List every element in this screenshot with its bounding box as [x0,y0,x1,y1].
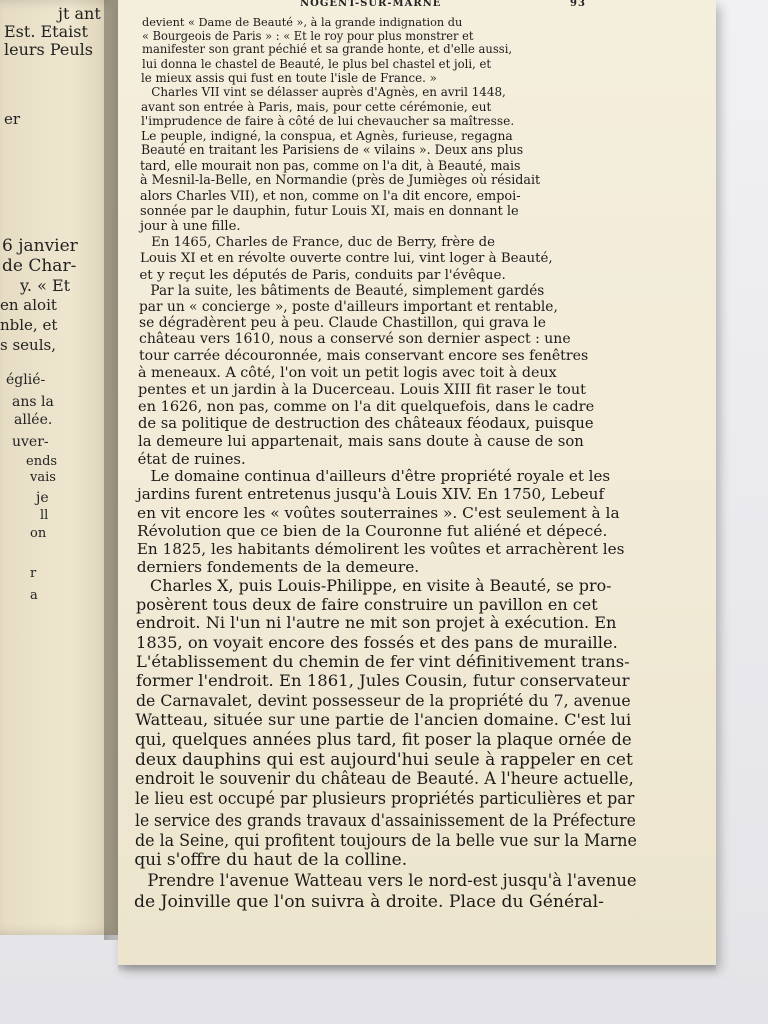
body-text [134,15,637,913]
text-line: Prendre l'avenue Watteau vers le nord-est jusqu'à l'avenue [147,871,637,891]
text-line: en 1626, non pas, comme on l'a dit quelquefois, dans le cadre [138,398,595,415]
left-page-fragment: je [36,490,49,506]
left-page-fragment: a [30,588,38,603]
left-page-fragment: vais [30,470,56,485]
text-line: Charles X, puis Louis-Philippe, en visite à Beauté, se pro- [149,576,611,595]
text-line: à Mesnil-la-Belle, en Normandie (près de Jumièges où résidait [140,173,541,189]
text-line: et y reçut les députés de Paris, conduits par l'évêque. [139,266,506,283]
text-line: derniers fondements de la demeure. [136,558,420,577]
text-line: Révolution que ce bien de la Couronne fut aliéné et dépecé. [137,521,608,540]
left-page-fragment: ends [26,454,58,469]
running-head [118,0,716,12]
text-line: Le peuple, indigné, la conspua, et Agnès, furieuse, regagna [140,127,513,143]
text-line: devient « Dame de Beauté », à la grande indignation du [142,15,463,29]
text-line: pentes et un jardin à la Ducerceau. Louis XIII fit raser le tout [138,381,587,398]
text-line: En 1465, Charles de France, duc de Berry, frère de [150,234,495,250]
text-line: Beauté en traitant les Parisiens de « vilains ». Deux ans plus [140,142,523,158]
left-page-fragment: églié- [6,372,46,388]
left-page-fragment: uver- [12,434,49,450]
page-edge-shadow [118,965,716,973]
text-line: lui donna le chastel de Beauté, le plus bel chastel et joli, et [141,57,491,72]
text-line: à meneaux. A côté, l'on voit un petit logis avec toit à deux [138,364,558,381]
text-line: Par la suite, les bâtiments de Beauté, simplement gardés [150,282,545,299]
text-line: Louis XI et en révolte ouverte contre lui, vint loger à Beauté, [139,250,553,266]
text-line: tour carrée découronnée, mais conservant encore ses fenêtres [138,348,588,365]
left-page-fragment: leurs Peuls [4,40,93,59]
text-line: L'établissement du chemin de fer vint définitivement trans- [135,652,630,672]
text-line: la demeure lui appartenait, mais sans doute à cause de son [137,433,584,451]
left-page-fragment: er [4,110,21,128]
text-line: château vers 1610, nous a conservé son dernier aspect : une [138,331,571,348]
text-line: deux dauphins qui est aujourd'hui seule à rappeler en cet [135,749,633,769]
text-line: l'imprudence de faire à côté de lui chevaucher sa maîtresse. [140,114,515,129]
left-page-fragment: jt ant [58,4,101,23]
text-line: de Joinville que l'on suivra à droite. Place du Général- [134,891,604,912]
text-line: par un « concierge », poste d'ailleurs important et rentable, [139,298,558,315]
left-page-fragment: en aloit [0,296,57,314]
left-page-fragment: r [30,566,37,581]
left-page-fragment: s seuls, [0,336,56,354]
text-line: sonnée par le dauphin, futur Louis XI, mais en donnant le [140,203,519,219]
text-line: En 1825, les habitants démolirent les voûtes et arrachèrent les [136,540,625,559]
text-line: tard, elle mourait non pas, comme on l'a dit, à Beauté, mais [140,158,521,174]
text-line: Charles VII vint se délasser auprès d'Agnès, en avril 1448, [151,85,507,100]
text-line: manifester son grant péchié et sa grande honte, et d'elle aussi, [141,42,512,57]
page-number: 93 [570,0,586,9]
text-line: 1835, on voyait encore des fossés et des pans de muraille. [136,633,618,653]
text-line: endroit. Ni l'un ni l'autre ne mit son projet à exécution. En [136,613,617,633]
text-line: qui, quelques années plus tard, fit poser la plaque ornée de [135,729,632,749]
left-page [0,0,118,935]
text-line: jardins furent entretenus jusqu'à Louis XIV. En 1750, Lebeuf [137,485,605,504]
text-line: Le domaine continua d'ailleurs d'être propriété royale et les [150,468,610,486]
left-page-fragment: Est. Etaist [4,22,88,41]
text-line: de la Seine, qui profitent toujours de la belle vue sur la Marne [134,829,637,850]
text-line: alors Charles VII), et non, comme on l'a dit encore, empoi- [140,188,521,204]
text-line: le service des grands travaux d'assainissement de la Préfecture [134,809,636,830]
text-line: de sa politique de destruction des châteaux féodaux, puisque [137,415,594,432]
left-page-fragment: nble, et [0,316,58,334]
left-page-fragment: ans la [12,394,54,410]
text-line: jour à une fille. [139,219,241,235]
running-title: NOGENT-SUR-MARNE [300,0,442,9]
text-line: Watteau, située sur une partie de l'ancien domaine. C'est lui [135,710,632,730]
text-line: le lieu est occupé par plusieurs propriétés particulières et par [134,789,635,809]
left-page-fragment: on [30,526,47,541]
left-page-fragment: 6 janvier [2,236,78,256]
text-line: posèrent tous deux de faire construire un pavillon en cet [136,595,599,614]
text-line: qui s'offre du haut de la colline. [134,850,408,871]
text-line: former l'endroit. En 1861, Jules Cousin, futur conservateur [135,671,630,691]
left-page-fragment: de Char- [2,256,77,276]
text-line: « Bourgeois de Paris » : « Et le roy pour plus monstrer et [141,28,474,43]
text-line: de Carnavalet, devint possesseur de la propriété du 7, avenue [135,690,631,710]
right-page [118,0,716,965]
text-line: se dégradèrent peu à peu. Claude Chastillon, qui grava le [138,315,546,332]
text-line: le mieux assis qui fust en toute l'isle de France. » [141,71,438,86]
left-page-fragment: ll [40,508,49,523]
text-line: en vit encore les « voûtes souterraines ». C'est seulement à la [137,503,620,522]
left-page-fragment: y. « Et [20,276,71,295]
text-line: endroit le souvenir du château de Beauté. A l'heure actuelle, [134,769,634,789]
text-line: avant son entrée à Paris, mais, pour cette cérémonie, eut [141,99,492,114]
left-page-fragment: allée. [14,412,53,428]
text-line: état de ruines. [137,450,246,468]
